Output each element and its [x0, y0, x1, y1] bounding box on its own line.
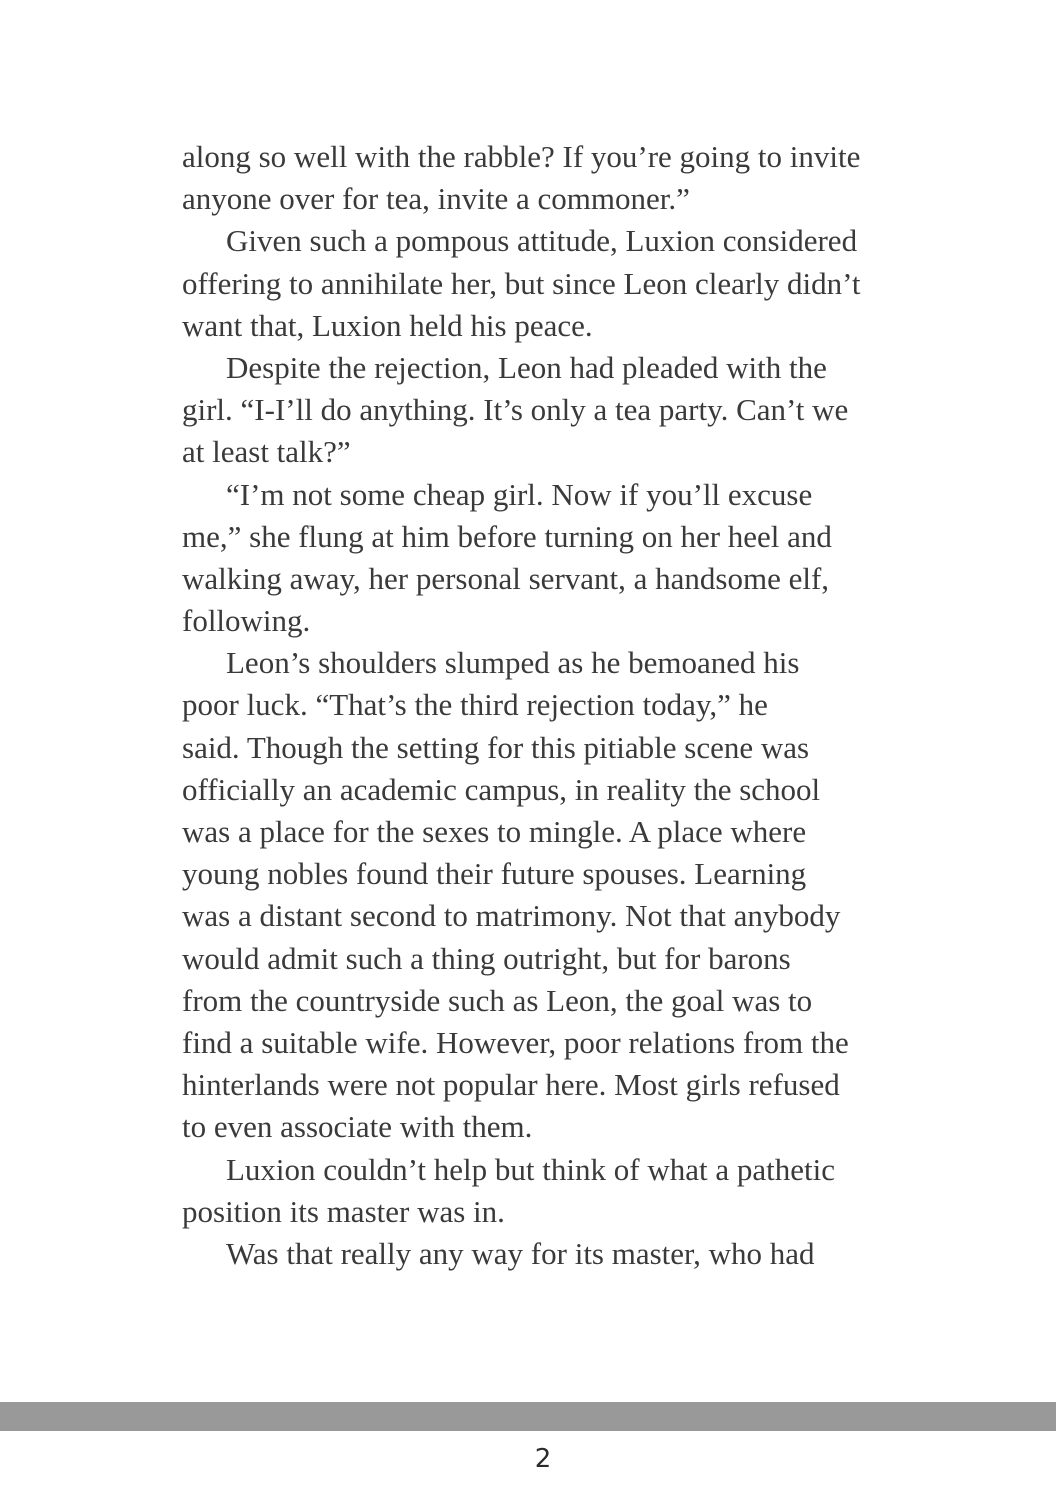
text-line: offering to annihilate her, but since Leon clearly didn’t [182, 265, 861, 301]
text-line: said. Though the setting for this pitiable scene was [182, 729, 810, 765]
paragraph-start-line: Given such a pompous attitude, Luxion considered [226, 223, 858, 259]
body-text [182, 136, 942, 1275]
text-line: young nobles found their future spouses. Learning [182, 856, 807, 892]
text-line: was a place for the sexes to mingle. A place where [182, 814, 807, 849]
paragraph-start-line: Was that really any way for its master, who had [226, 1235, 815, 1271]
text-line: hinterlands were not popular here. Most girls refused [182, 1067, 840, 1103]
text-line: want that, Luxion held his peace. [182, 307, 593, 343]
paragraph-start-line: Luxion couldn’t help but think of what a pathetic [226, 1151, 835, 1187]
text-line: me,” she flung at him before turning on her heel and [182, 518, 832, 554]
text-line: girl. “I-I’ll do anything. It’s only a tea party. Can’t we [182, 392, 849, 428]
text-line: find a suitable wife. However, poor relations from the [182, 1024, 849, 1060]
text-line: at least talk?” [182, 434, 351, 470]
text-line: anyone over for tea, invite a commoner.” [182, 181, 690, 217]
text-line: would admit such a thing outright, but for barons [182, 940, 791, 976]
text-line: was a distant second to matrimony. Not that anybody [182, 898, 841, 934]
paragraph-start-line: “I’m not some cheap girl. Now if you’ll excuse [226, 476, 813, 512]
text-line: poor luck. “That’s the third rejection today,” he [182, 687, 768, 723]
text-line: position its master was in. [182, 1193, 505, 1229]
page-number: 2 [534, 1444, 552, 1474]
paragraph-start-line: Leon’s shoulders slumped as he bemoaned his [226, 645, 800, 681]
text-line: from the countryside such as Leon, the goal was to [182, 982, 813, 1018]
text-line: following. [182, 603, 311, 639]
text-line: to even associate with them. [182, 1109, 533, 1145]
footer-bar [0, 1402, 1056, 1431]
text-line: walking away, her personal servant, a handsome elf, [182, 560, 830, 596]
text-line: along so well with the rabble? If you’re going to invite [182, 139, 861, 174]
paragraph-start-line: Despite the rejection, Leon had pleaded with the [226, 349, 827, 385]
text-line: officially an academic campus, in reality the school [182, 771, 821, 807]
